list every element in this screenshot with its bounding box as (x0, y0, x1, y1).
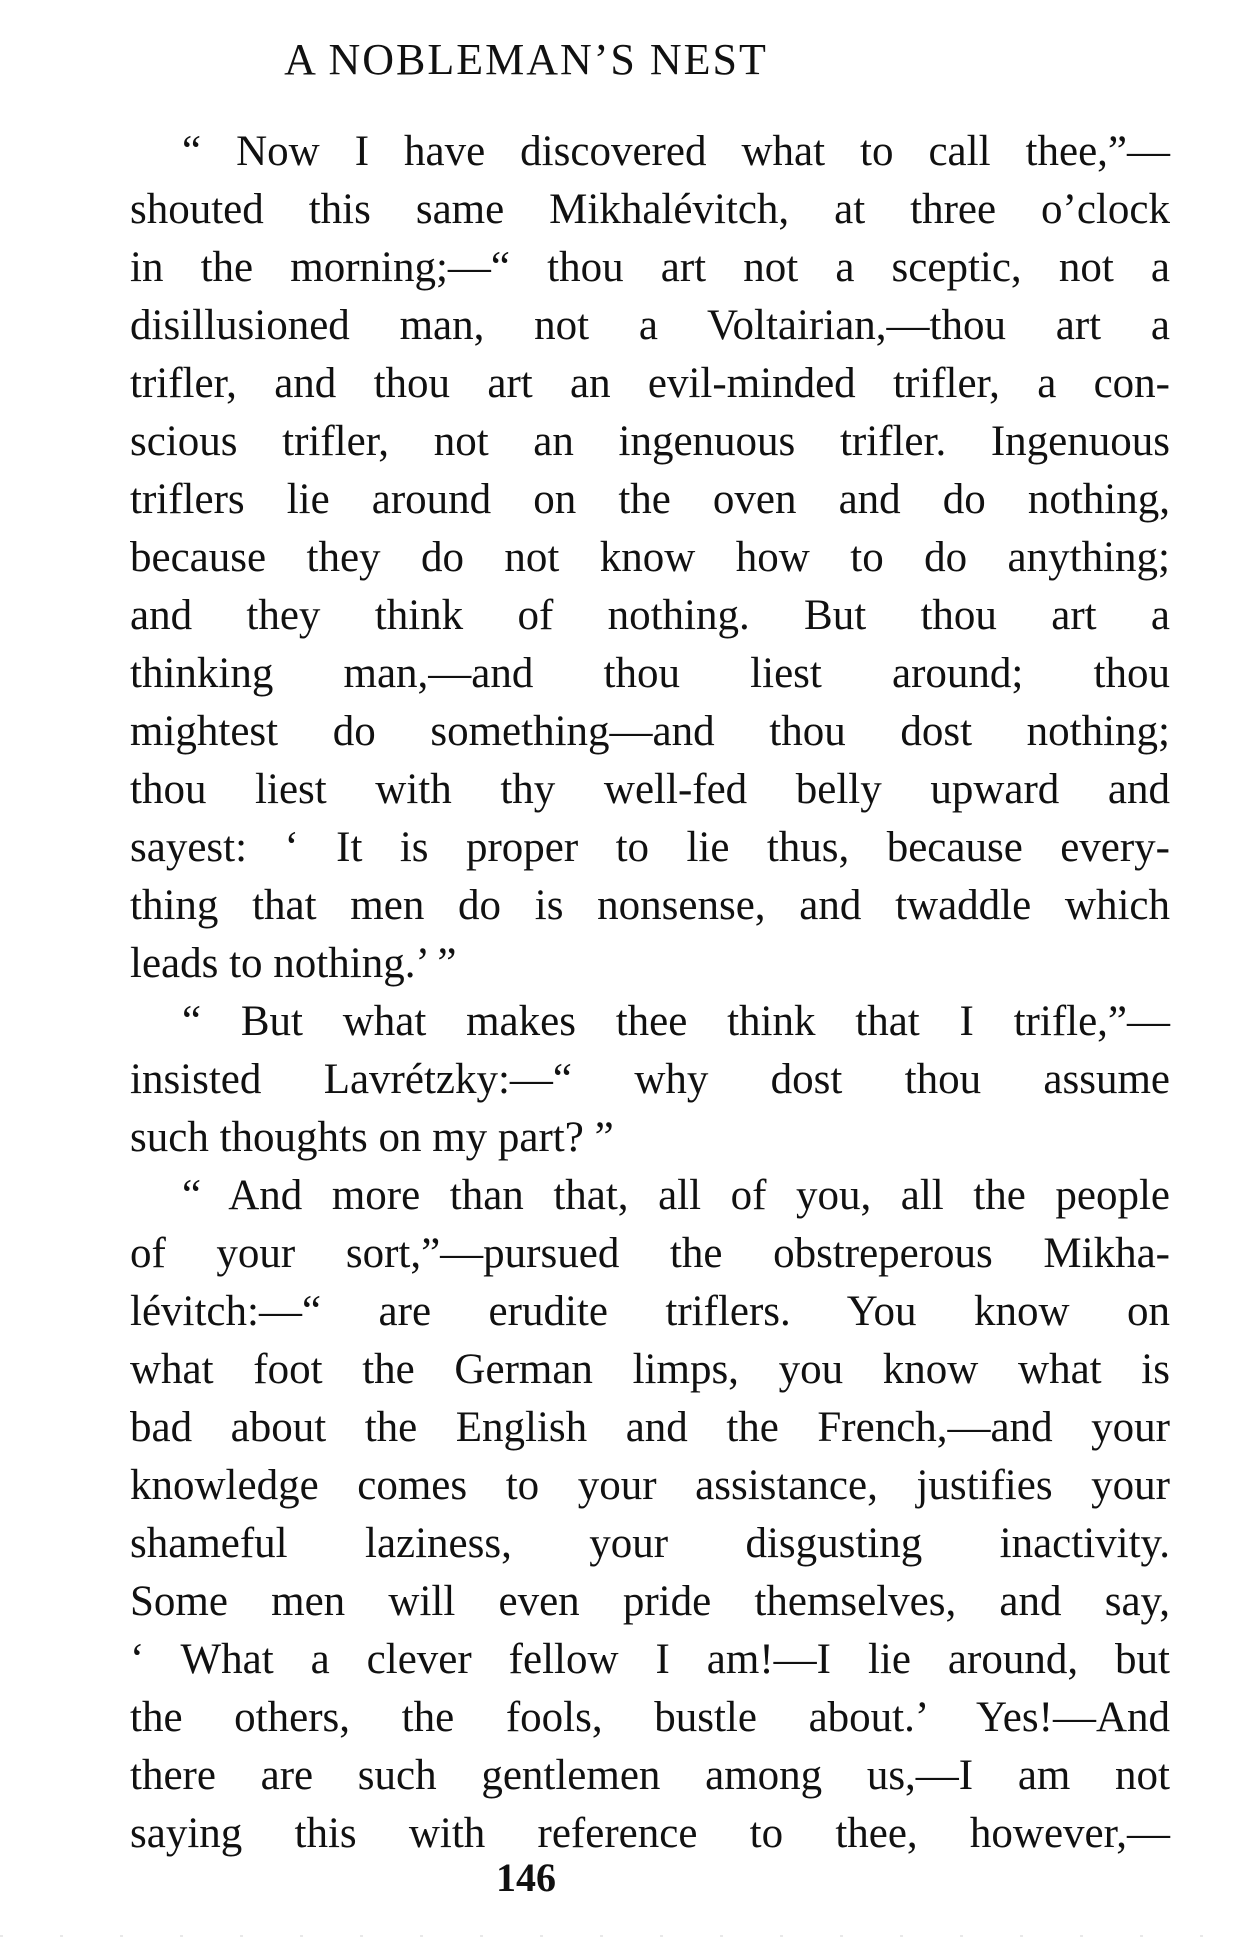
text-line: sayest: ‘ It is proper to lie thus, because every- (130, 824, 1170, 871)
text-line: triflers lie around on the oven and do nothing, (130, 476, 1170, 523)
text-line: knowledge comes to your assistance, justifies your (130, 1462, 1170, 1509)
text-line: thou liest with thy well-fed belly upward and (130, 766, 1170, 813)
text-line: lévitch:—“ are erudite triflers. You know on (130, 1288, 1170, 1335)
text-line: of your sort,”—pursued the obstreperous Mikha- (130, 1230, 1170, 1277)
text-line: thinking man,—and thou liest around; thou (130, 650, 1170, 697)
page-number: 146 (496, 1855, 556, 1900)
running-head: A NOBLEMAN’S NEST (284, 35, 768, 84)
text-line: “ But what makes thee think that I trifle,”— (182, 998, 1170, 1045)
text-line: trifler, and thou art an evil-minded trifler, a con- (130, 360, 1170, 407)
text-line: because they do not know how to do anything; (130, 534, 1170, 581)
text-line: Some men will even pride themselves, and say, (130, 1578, 1170, 1625)
text-line: and they think of nothing. But thou art a (130, 592, 1170, 639)
text-line: scious trifler, not an ingenuous trifler. Ingenuous (130, 418, 1170, 465)
text-line: leads to nothing.’ ” (130, 940, 457, 987)
text-line: ‘ What a clever fellow I am!—I lie around, but (130, 1636, 1170, 1683)
text-line: shouted this same Mikhalévitch, at three o’clock (130, 186, 1170, 233)
text-line: bad about the English and the French,—and your (130, 1404, 1170, 1451)
text-line: insisted Lavrétzky:—“ why dost thou assume (130, 1056, 1170, 1103)
text-line: what foot the German limps, you know what is (130, 1346, 1170, 1393)
text-line: “ And more than that, all of you, all the people (182, 1172, 1170, 1219)
text-line: “ Now I have discovered what to call thee,”— (182, 128, 1170, 175)
text-line: in the morning;—“ thou art not a sceptic, not a (130, 244, 1170, 291)
text-line: disillusioned man, not a Voltairian,—thou art a (130, 302, 1170, 349)
text-line: saying this with reference to thee, however,— (130, 1810, 1170, 1857)
text-line: the others, the fools, bustle about.’ Yes!—And (130, 1694, 1170, 1741)
text-line: there are such gentlemen among us,—I am not (130, 1752, 1170, 1799)
text-line: thing that men do is nonsense, and twaddle which (130, 882, 1170, 929)
scan-edge-divider (0, 1935, 1236, 1937)
text-line: such thoughts on my part? ” (130, 1114, 614, 1161)
text-line: mightest do something—and thou dost nothing; (130, 708, 1170, 755)
body-text (130, 123, 1170, 1863)
text-line: shameful laziness, your disgusting inactivity. (130, 1520, 1170, 1567)
